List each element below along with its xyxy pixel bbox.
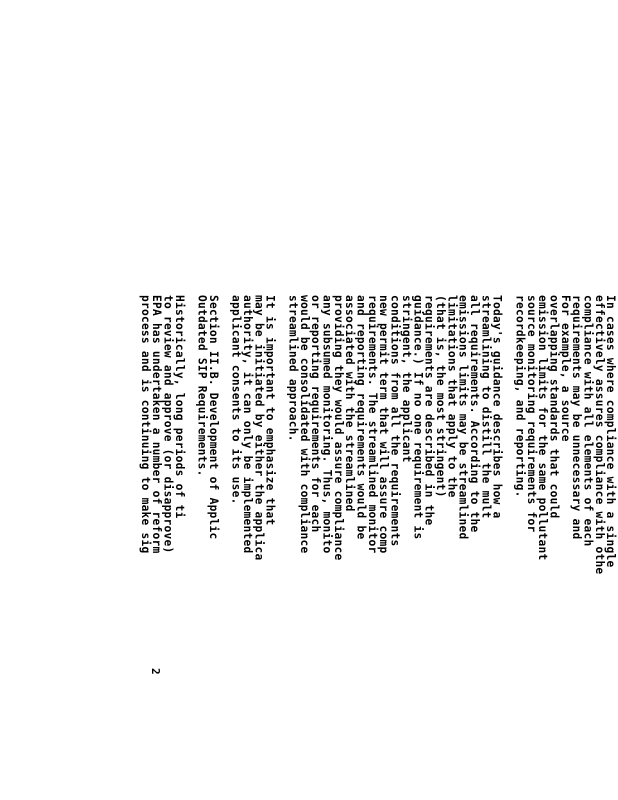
text-line: Today's guidance describes how a: [490, 295, 504, 519]
text-line: guidance.) If no one requirement is: [411, 295, 425, 540]
text-line: stringent, the applicant: [399, 295, 413, 463]
text-line: authority, it can only be implemented: [241, 295, 254, 554]
text-line: applicant consents to its use.: [229, 295, 243, 505]
text-line: Outdated SIP Requirements.: [195, 295, 209, 477]
text-line: requirements. The streamlined monitor: [365, 295, 379, 554]
text-line: effectively assures compliance with othe: [592, 295, 606, 575]
text-line: streamlining to distill the mult: [479, 295, 493, 519]
text-line: all requirements. According to the: [468, 295, 481, 533]
text-line: to review and approve (or disapprove): [161, 295, 175, 554]
text-line: emissions limits may be streamlined: [456, 295, 470, 540]
text-line: emission limits for the same pollutant: [536, 295, 550, 561]
text-line: new permit term that will assure comp: [377, 295, 391, 554]
text-line: providing they would assure compliance: [331, 295, 345, 561]
text-line: any subsumed monitoring. Thus, monito: [320, 295, 334, 554]
text-line: and reporting requirements would be: [354, 295, 368, 540]
text-line: (that is, the most stringent): [433, 295, 447, 498]
page-number: 2: [149, 668, 162, 675]
text-line: or reporting requirements for each: [309, 295, 323, 533]
text-line: requirements may be unnecessary and: [570, 295, 584, 540]
text-line: would be consolidated with compliance: [297, 295, 311, 554]
text-line: For example, a source: [558, 295, 572, 442]
text-line: conditions from all the requirements: [388, 295, 402, 547]
text-line: In cases where compliance with a single: [604, 295, 618, 568]
text-line: source monitoring requirements for: [524, 295, 538, 533]
text-line: overlapping standards that could: [547, 295, 561, 519]
text-line: process and is continuing to make sig: [138, 295, 152, 554]
text-line: Section II.B. Development of Applic: [206, 295, 220, 540]
text-line: compliance with all elements of each: [581, 295, 595, 547]
text-line: EPA has undertaken a number of reform: [150, 295, 164, 554]
text-line: associated with the streamlined: [343, 295, 357, 512]
text-line: limitations that apply to the: [445, 295, 459, 498]
text-line: Historically, long periods of ti: [172, 295, 186, 519]
text-line: streamlined approach.: [286, 295, 300, 442]
text-line: It is important to emphasize that: [263, 295, 277, 526]
text-line: recordkeeping, and reporting.: [513, 295, 527, 498]
text-line: requirements are described in the: [422, 295, 436, 526]
text-line: may be initiated by either the applica: [252, 295, 266, 561]
